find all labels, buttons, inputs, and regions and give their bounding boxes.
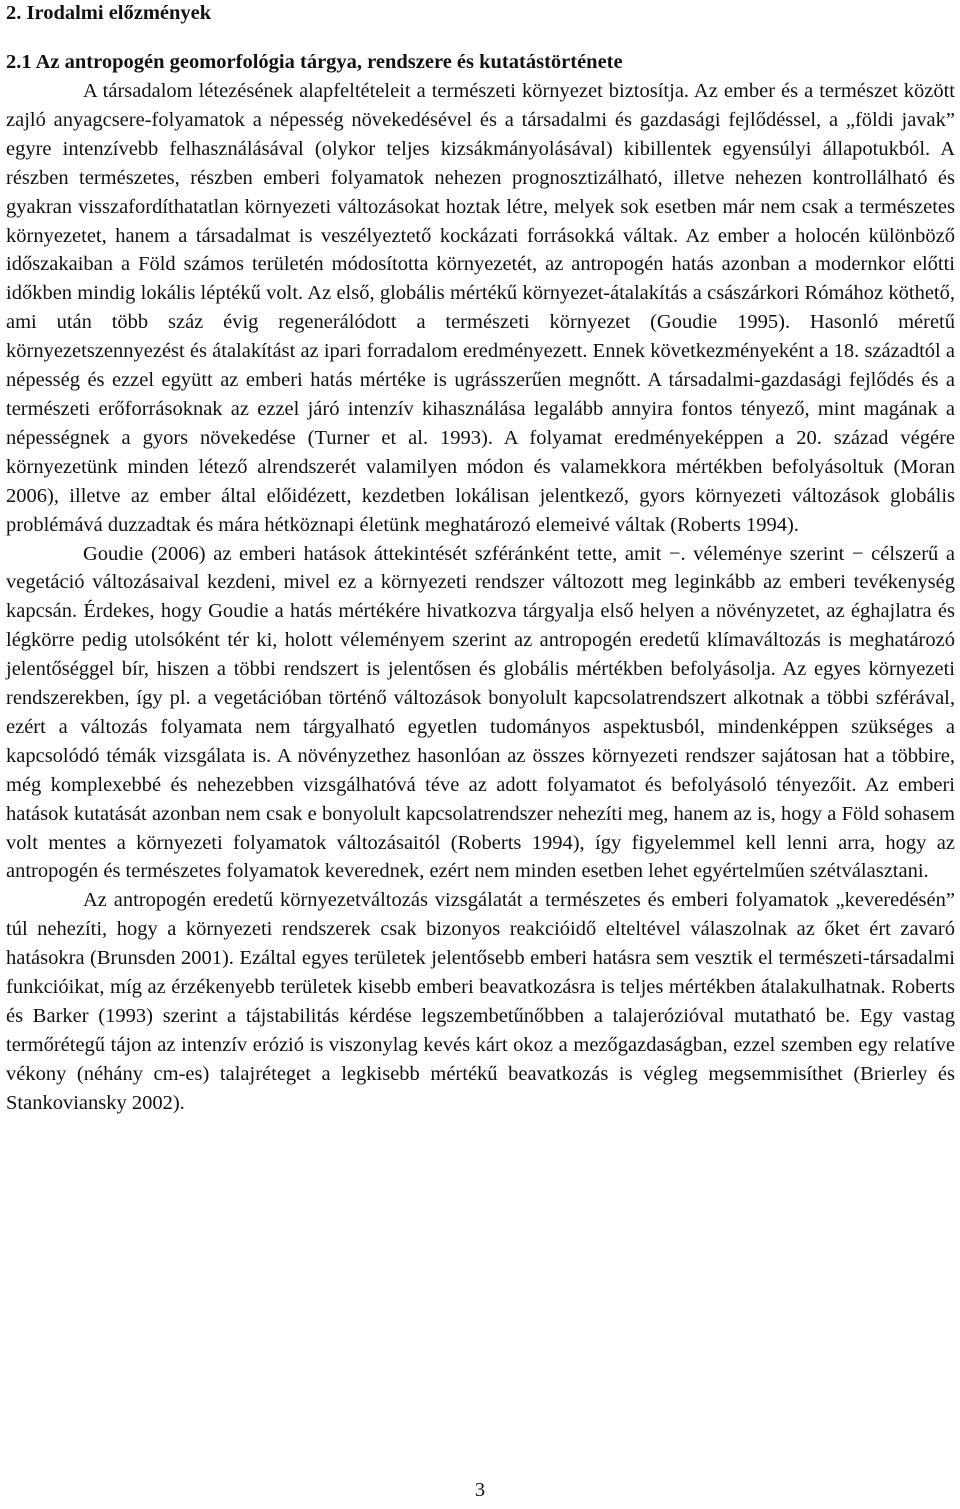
page-number: 3 <box>474 1479 486 1501</box>
chapter-heading: 2. Irodalmi előzmények <box>6 2 212 24</box>
body-paragraph-3: Az antropogén eredetű környezetváltozás vizsgálatát a természetes és emberi folyamatok „keveredésén” túl nehezíti, hogy a környezeti rendszerek csak bizonyos reakcióidő elteltével válaszolnak az őket ért zavaró hatásokra (Brunsden 2001). Ezáltal egyes területek jelentősebb emberi hatásra sem vesztik el természeti-társadalmi funkcióikat, míg az érzékenyebb területek kisebb emberi beavatkozásra is teljes mértékben átalakulhatnak. Roberts és Barker (1993) szerint a tájstabilitás kérdése legszembetűnőbben a talajerózióval mutatható be. Egy vastag termőrétegű tájon az intenzív erózió is viszonylag kevés kárt okoz a mezőgazdaságban, ezzel szemben egy relatíve vékony (néhány cm-es) talajréteget a legkisebb mértékű beavatkozás is végleg megsemmisíthet (Brierley és Stankoviansky 2002). <box>6 889 955 1114</box>
body-paragraph-2: Goudie (2006) az emberi hatások áttekintését szféránként tette, amit −. véleménye szerint − célszerű a vegetáció változásaival kezdeni, mivel ez a környezeti rendszer változott meg leginkább az emberi tevékenység kapcsán. Érdekes, hogy Goudie a hatás mértékére hivatkozva tárgyalja első helyen a növényzetet, az éghajlatra és légkörre pedig utolsóként tér ki, holott véleményem szerint az antropogén eredetű klímaváltozás is meghatározó jelentőséggel bír, hiszen a többi rendszert is jelentősen és globális mértékben befolyásolja. Az egyes környezeti rendszerekben, így pl. a vegetációban történő változások bonyolult kapcsolatrendszert alkotnak a többi szférával, ezért a változás folyamata nem tárgyalható egyetlen tudományos aspektusból, mindenképpen szükséges a kapcsolódó témák vizsgálata is. A növényzethez hasonlóan az összes környezeti rendszer sajátosan hat a többire, még komplexebbé és nehezebben vizsgálhatóvá téve az adott folyamatot és befolyásoló tényezőit. Az emberi hatások kutatását azonban nem csak e bonyolult kapcsolatrendszer nehezíti meg, hanem az is, hogy a Föld sohasem volt mentes a környezeti folyamatok változásaitól (Roberts 1994), így figyelemmel kell lenni arra, hogy az antropogén és természetes folyamatok keverednek, ezért nem minden esetben lehet egyértelműen szétválasztani. <box>6 542 955 883</box>
body-paragraph-1: A társadalom létezésének alapfeltételeit a természeti környezet biztosítja. Az ember és a természet között zajló anyagcsere-folyamatok a népesség növekedésével és a társadalmi és gazdasági fejlődéssel, a „földi javak” egyre intenzívebb felhasználásával (olykor teljes kizsákmányolásával) kibillentek egyensúlyi állapotukból. A részben természetes, részben emberi folyamatok nehezen prognosztizálható, illetve nehezen kontrollálható és gyakran visszafordíthatatlan környezeti változásokat hoztak létre, melyek sok esetben már nem csak a természetes környezetet, hanem a társadalmat is veszélyeztető kockázati forrásokká váltak. Az ember a holocén különböző időszakaiban a Föld számos területén módosította környezetét, az antropogén hatás azonban a modernkor előtti időkben mindig lokális léptékű volt. Az első, globális mértékű környezet-átalakítás a császárkori Rómához köthető, ami után több száz évig regenerálódott a természeti környezet (Goudie 1995). Hasonló méretű környezetszennyezést és átalakítást az ipari forradalom eredményezett. Ennek következményeként a 18. századtól a népesség és ezzel együtt az emberi hatás mértéke is ugrásszerűen megnőtt. A társadalmi-gazdasági fejlődés és a természeti erőforrásoknak az ezzel járó intenzív kihasználása legalább annyira fontos tényező, mint magának a népességnek a gyors növekedése (Turner et al. 1993). A folyamat eredményeképpen a 20. század végére környezetünk minden létező alrendszerét valamilyen módon és valamekkora mértékben befolyásoltuk (Moran 2006), illetve az ember által előidézett, kezdetben lokálisan jelentkező, gyors környezeti változások globális problémává duzzadtak és mára hétköznapi életünk meghatározó elemeivé váltak (Roberts 1994). <box>6 80 955 536</box>
document-page <box>6 0 955 1118</box>
section-heading: 2.1 Az antropogén geomorfológia tárgya, rendszere és kutatástörténete <box>6 51 623 73</box>
